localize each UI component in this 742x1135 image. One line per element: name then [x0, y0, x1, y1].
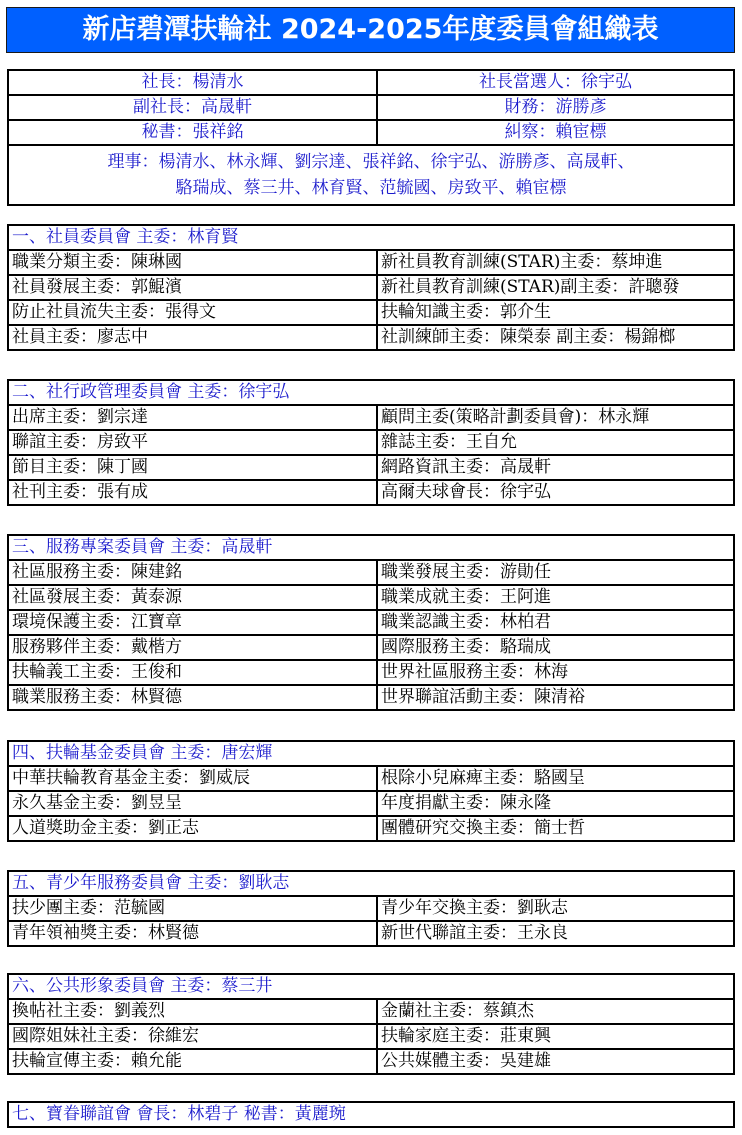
role-cell-left: 服務夥伴主委：戴楷方 — [8, 635, 377, 660]
officer-president-elect: 社長當選人：徐宇弘 — [377, 70, 734, 95]
section-header-row — [8, 535, 734, 560]
role-cell-right: 團體研究交換主委：簡士哲 — [377, 816, 734, 841]
officers-table — [7, 69, 735, 206]
table-row — [8, 999, 734, 1024]
committee-section-6 — [7, 973, 735, 1075]
role-cell-right: 年度捐獻主委：陳永隆 — [377, 791, 734, 816]
role-cell-right: 網路資訊主委：高晟軒 — [377, 455, 734, 480]
committee-section-2 — [7, 379, 735, 506]
role-cell-left: 社員發展主委：郭鯤濱 — [8, 275, 377, 300]
table-row — [8, 585, 734, 610]
table-row — [8, 455, 734, 480]
role-cell-left: 社區發展主委：黃泰源 — [8, 585, 377, 610]
role-cell-right: 高爾夫球會長：徐宇弘 — [377, 480, 734, 505]
section-header-row — [8, 741, 734, 766]
directors-line-1: 理事：楊清水、林永輝、劉宗達、張祥銘、徐宇弘、游勝彥、高晟軒、 — [107, 152, 635, 172]
table-row — [8, 816, 734, 841]
page-title: 新店碧潭扶輪社 2024-2025年度委員會組織表 — [6, 7, 735, 53]
officers-row — [8, 70, 734, 95]
role-cell-left: 人道獎助金主委：劉正志 — [8, 816, 377, 841]
role-cell-left: 社刊主委：張有成 — [8, 480, 377, 505]
role-cell-left: 社區服務主委：陳建銘 — [8, 560, 377, 585]
committee-section-3 — [7, 534, 735, 711]
directors-row — [8, 145, 734, 205]
role-cell-left: 職業服務主委：林賢德 — [8, 685, 377, 710]
role-cell-right: 世界聯誼活動主委：陳清裕 — [377, 685, 734, 710]
section-header-row — [8, 225, 734, 250]
role-cell-right: 雜誌主委：王自允 — [377, 430, 734, 455]
section-header: 五、青少年服務委員會 主委：劉耿志 — [8, 871, 734, 896]
table-row — [8, 480, 734, 505]
role-cell-left: 職業分類主委：陳琳國 — [8, 250, 377, 275]
role-cell-left: 扶輪宣傳主委：賴允能 — [8, 1049, 377, 1074]
role-cell-left: 出席主委：劉宗達 — [8, 405, 377, 430]
directors-line-2: 駱瑞成、蔡三井、林育賢、范毓國、房致平、賴宦標 — [175, 178, 567, 198]
table-row — [8, 250, 734, 275]
table-row — [8, 300, 734, 325]
section-header: 七、寶眷聯誼會 會長：林碧子 秘書：黃麗琬 — [8, 1102, 734, 1127]
role-cell-left: 環境保護主委：江寶章 — [8, 610, 377, 635]
role-cell-left: 中華扶輪教育基金主委：劉威辰 — [8, 766, 377, 791]
role-cell-right: 世界社區服務主委：林海 — [377, 660, 734, 685]
role-cell-left: 扶少團主委：范毓國 — [8, 896, 377, 921]
table-row — [8, 275, 734, 300]
section-header-row — [8, 380, 734, 405]
role-cell-left: 青年領袖獎主委：林賢德 — [8, 921, 377, 946]
section-header: 三、服務專案委員會 主委：高晟軒 — [8, 535, 734, 560]
section-header-row — [8, 974, 734, 999]
section-header: 六、公共形象委員會 主委：蔡三井 — [8, 974, 734, 999]
role-cell-right: 職業成就主委：王阿進 — [377, 585, 734, 610]
committee-section-1 — [7, 224, 735, 351]
section-header: 二、社行政管理委員會 主委：徐宇弘 — [8, 380, 734, 405]
officers-row — [8, 120, 734, 145]
role-cell-right: 新世代聯誼主委：王永良 — [377, 921, 734, 946]
role-cell-left: 聯誼主委：房致平 — [8, 430, 377, 455]
role-cell-right: 金蘭社主委：蔡鎮杰 — [377, 999, 734, 1024]
table-row — [8, 766, 734, 791]
table-row — [8, 685, 734, 710]
table-row — [8, 1024, 734, 1049]
role-cell-right: 職業發展主委：游勛任 — [377, 560, 734, 585]
table-row — [8, 430, 734, 455]
section-header-row — [8, 1102, 734, 1127]
role-cell-right: 公共媒體主委：吳建雄 — [377, 1049, 734, 1074]
role-cell-right: 國際服務主委：駱瑞成 — [377, 635, 734, 660]
role-cell-right: 根除小兒麻痺主委：駱國呈 — [377, 766, 734, 791]
role-cell-right: 扶輪家庭主委：莊東興 — [377, 1024, 734, 1049]
officer-secretary: 秘書：張祥銘 — [8, 120, 377, 145]
table-row — [8, 1049, 734, 1074]
committee-section-4 — [7, 740, 735, 842]
role-cell-left: 永久基金主委：劉昱呈 — [8, 791, 377, 816]
officers-row — [8, 95, 734, 120]
table-row — [8, 405, 734, 430]
officer-sergeant: 糾察：賴宦標 — [377, 120, 734, 145]
officer-treasurer: 財務：游勝彥 — [377, 95, 734, 120]
committee-section-5 — [7, 870, 735, 947]
role-cell-right: 顧問主委(策略計劃委員會)：林永輝 — [377, 405, 734, 430]
officer-president: 社長：楊清水 — [8, 70, 377, 95]
table-row — [8, 896, 734, 921]
table-row — [8, 791, 734, 816]
section-header: 四、扶輪基金委員會 主委：唐宏輝 — [8, 741, 734, 766]
table-row — [8, 610, 734, 635]
role-cell-right: 新社員教育訓練(STAR)主委：蔡坤進 — [377, 250, 734, 275]
officer-vice-president: 副社長：高晟軒 — [8, 95, 377, 120]
table-row — [8, 635, 734, 660]
role-cell-right: 職業認識主委：林柏君 — [377, 610, 734, 635]
role-cell-left: 換帖社主委：劉義烈 — [8, 999, 377, 1024]
table-row — [8, 560, 734, 585]
role-cell-left: 防止社員流失主委：張得文 — [8, 300, 377, 325]
table-row — [8, 660, 734, 685]
role-cell-right: 青少年交換主委：劉耿志 — [377, 896, 734, 921]
committee-section-7 — [7, 1101, 735, 1128]
role-cell-right: 扶輪知識主委：郭介生 — [377, 300, 734, 325]
role-cell-left: 節目主委：陳丁國 — [8, 455, 377, 480]
table-row — [8, 921, 734, 946]
section-header: 一、社員委員會 主委：林育賢 — [8, 225, 734, 250]
role-cell-right: 社訓練師主委：陳榮泰 副主委：楊錦榔 — [377, 325, 734, 350]
table-row — [8, 325, 734, 350]
role-cell-left: 扶輪義工主委：王俊和 — [8, 660, 377, 685]
role-cell-right: 新社員教育訓練(STAR)副主委：許聰發 — [377, 275, 734, 300]
directors-cell — [8, 145, 734, 205]
role-cell-left: 國際姐妹社主委：徐維宏 — [8, 1024, 377, 1049]
section-header-row — [8, 871, 734, 896]
role-cell-left: 社員主委：廖志中 — [8, 325, 377, 350]
